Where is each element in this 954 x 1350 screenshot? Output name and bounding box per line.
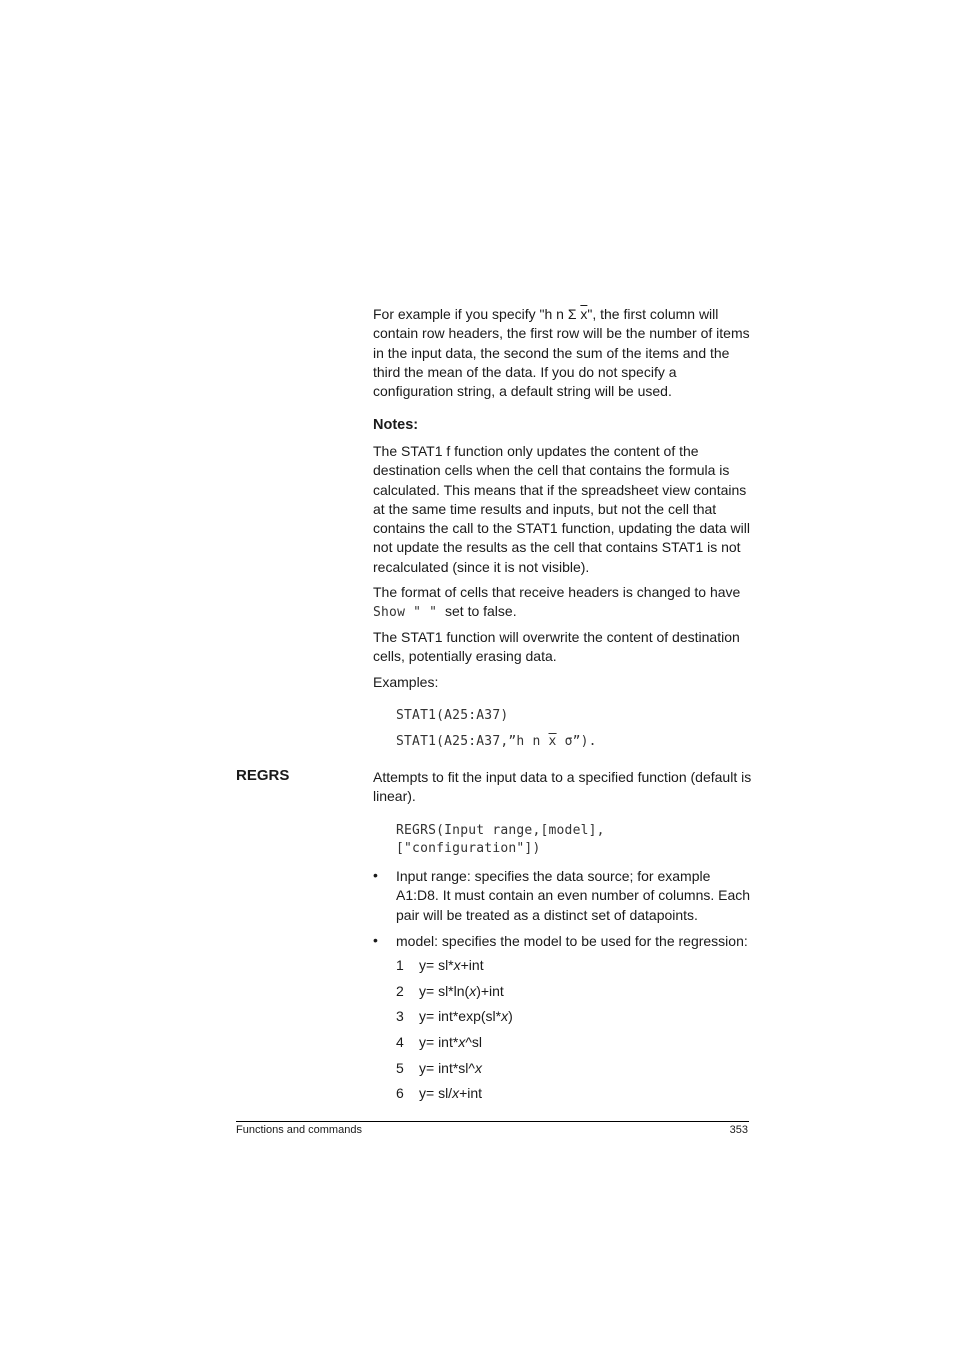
regrs-description: Attempts to fit the input data to a specified function (default is linear). [373, 769, 752, 805]
formula-variable: x [452, 1085, 460, 1101]
formula-part: y= sl/ [419, 1085, 453, 1101]
notes-paragraph-1: The STAT1 f function only updates the content of the destination cells when the cell that contains the formula is calculated. This means that if the spreadsheet view contains at the same time results and inputs, but not the cell that contains the call to the STAT1 function, updating the data will not update the results as the cell that contains STAT1 is not recalculated (since it is not visible). [373, 443, 750, 575]
regrs-syntax-line-2: ["configuration"]) [396, 841, 541, 856]
formula-part: +int [459, 1085, 483, 1101]
formula-variable: x [469, 983, 477, 999]
notes-paragraph-2 [373, 583, 753, 623]
model-number: 6 [396, 1085, 404, 1101]
intro-text-start: For example if you specify "h n Σ [373, 306, 581, 322]
example-code-2-start: STAT1(A25:A37,”h n [396, 734, 549, 749]
model-formula [419, 1008, 513, 1024]
formula-part: ^sl [465, 1034, 482, 1050]
formula-part: y= sl*ln( [419, 983, 470, 999]
model-formula [419, 1034, 482, 1050]
formula-part: ) [508, 1008, 513, 1024]
regrs-term: REGRS [236, 767, 290, 784]
format-text-end: set to false. [445, 603, 517, 620]
formula-part: )+int [476, 983, 504, 999]
example-xbar-symbol: $\overline{x}$ [548, 734, 557, 749]
model-number: 2 [396, 983, 404, 999]
page-number: 353 [729, 1124, 748, 1136]
formula-variable: x [501, 1008, 509, 1024]
formula-variable: x [474, 1060, 482, 1076]
bullet-input-range: Input range: specifies the data source; for example A1:D8. It must contain an even number of columns. Each pair will be treated as a distinct set of datapoints. [396, 868, 751, 923]
model-number: 3 [396, 1008, 404, 1024]
bullet-model: model: specifies the model to be used for the regression: [396, 933, 748, 949]
model-number: 5 [396, 1060, 404, 1076]
formula-variable: x [458, 1034, 466, 1050]
show-setting-code: Show " " [373, 605, 438, 621]
model-formula [419, 1060, 482, 1076]
example-code-2-end: σ”). [556, 734, 597, 749]
model-number: 1 [396, 957, 404, 973]
formula-part: y= sl* [419, 957, 454, 973]
bullet-marker: • [373, 867, 378, 883]
footer-section-title: Functions and commands [236, 1124, 362, 1136]
footer-rule [236, 1121, 749, 1122]
model-formula [419, 1085, 482, 1101]
format-text: The format of cells that receive headers is changed to have [373, 584, 741, 600]
regrs-syntax-line-1: REGRS(Input range,[model], [396, 823, 605, 838]
model-formula [419, 983, 504, 999]
example-code-2 [396, 734, 597, 749]
intro-paragraph [373, 305, 753, 401]
formula-part: +int [460, 957, 484, 973]
model-number: 4 [396, 1034, 404, 1050]
example-code-1: STAT1(A25:A37) [396, 708, 509, 723]
xbar-symbol: $\overline{x}$ [580, 306, 588, 322]
formula-part: y= int*sl^ [419, 1060, 475, 1076]
formula-variable: x [453, 957, 461, 973]
model-formula [419, 957, 484, 973]
formula-part: y= int*exp(sl* [419, 1008, 502, 1024]
notes-paragraph-3: The STAT1 function will overwrite the content of destination cells, potentially erasing data. [373, 629, 740, 665]
notes-heading: Notes: [373, 417, 419, 433]
intro-text-end: ", the first column will contain row headers, the first row will be the number of items in the input data, the second the sum of the items and the third the mean of the data. If you do not specify a configuration string, a default string will be used. [373, 306, 750, 400]
formula-part: y= int* [419, 1034, 459, 1050]
bullet-marker: • [373, 932, 378, 948]
examples-label: Examples: [373, 674, 439, 690]
